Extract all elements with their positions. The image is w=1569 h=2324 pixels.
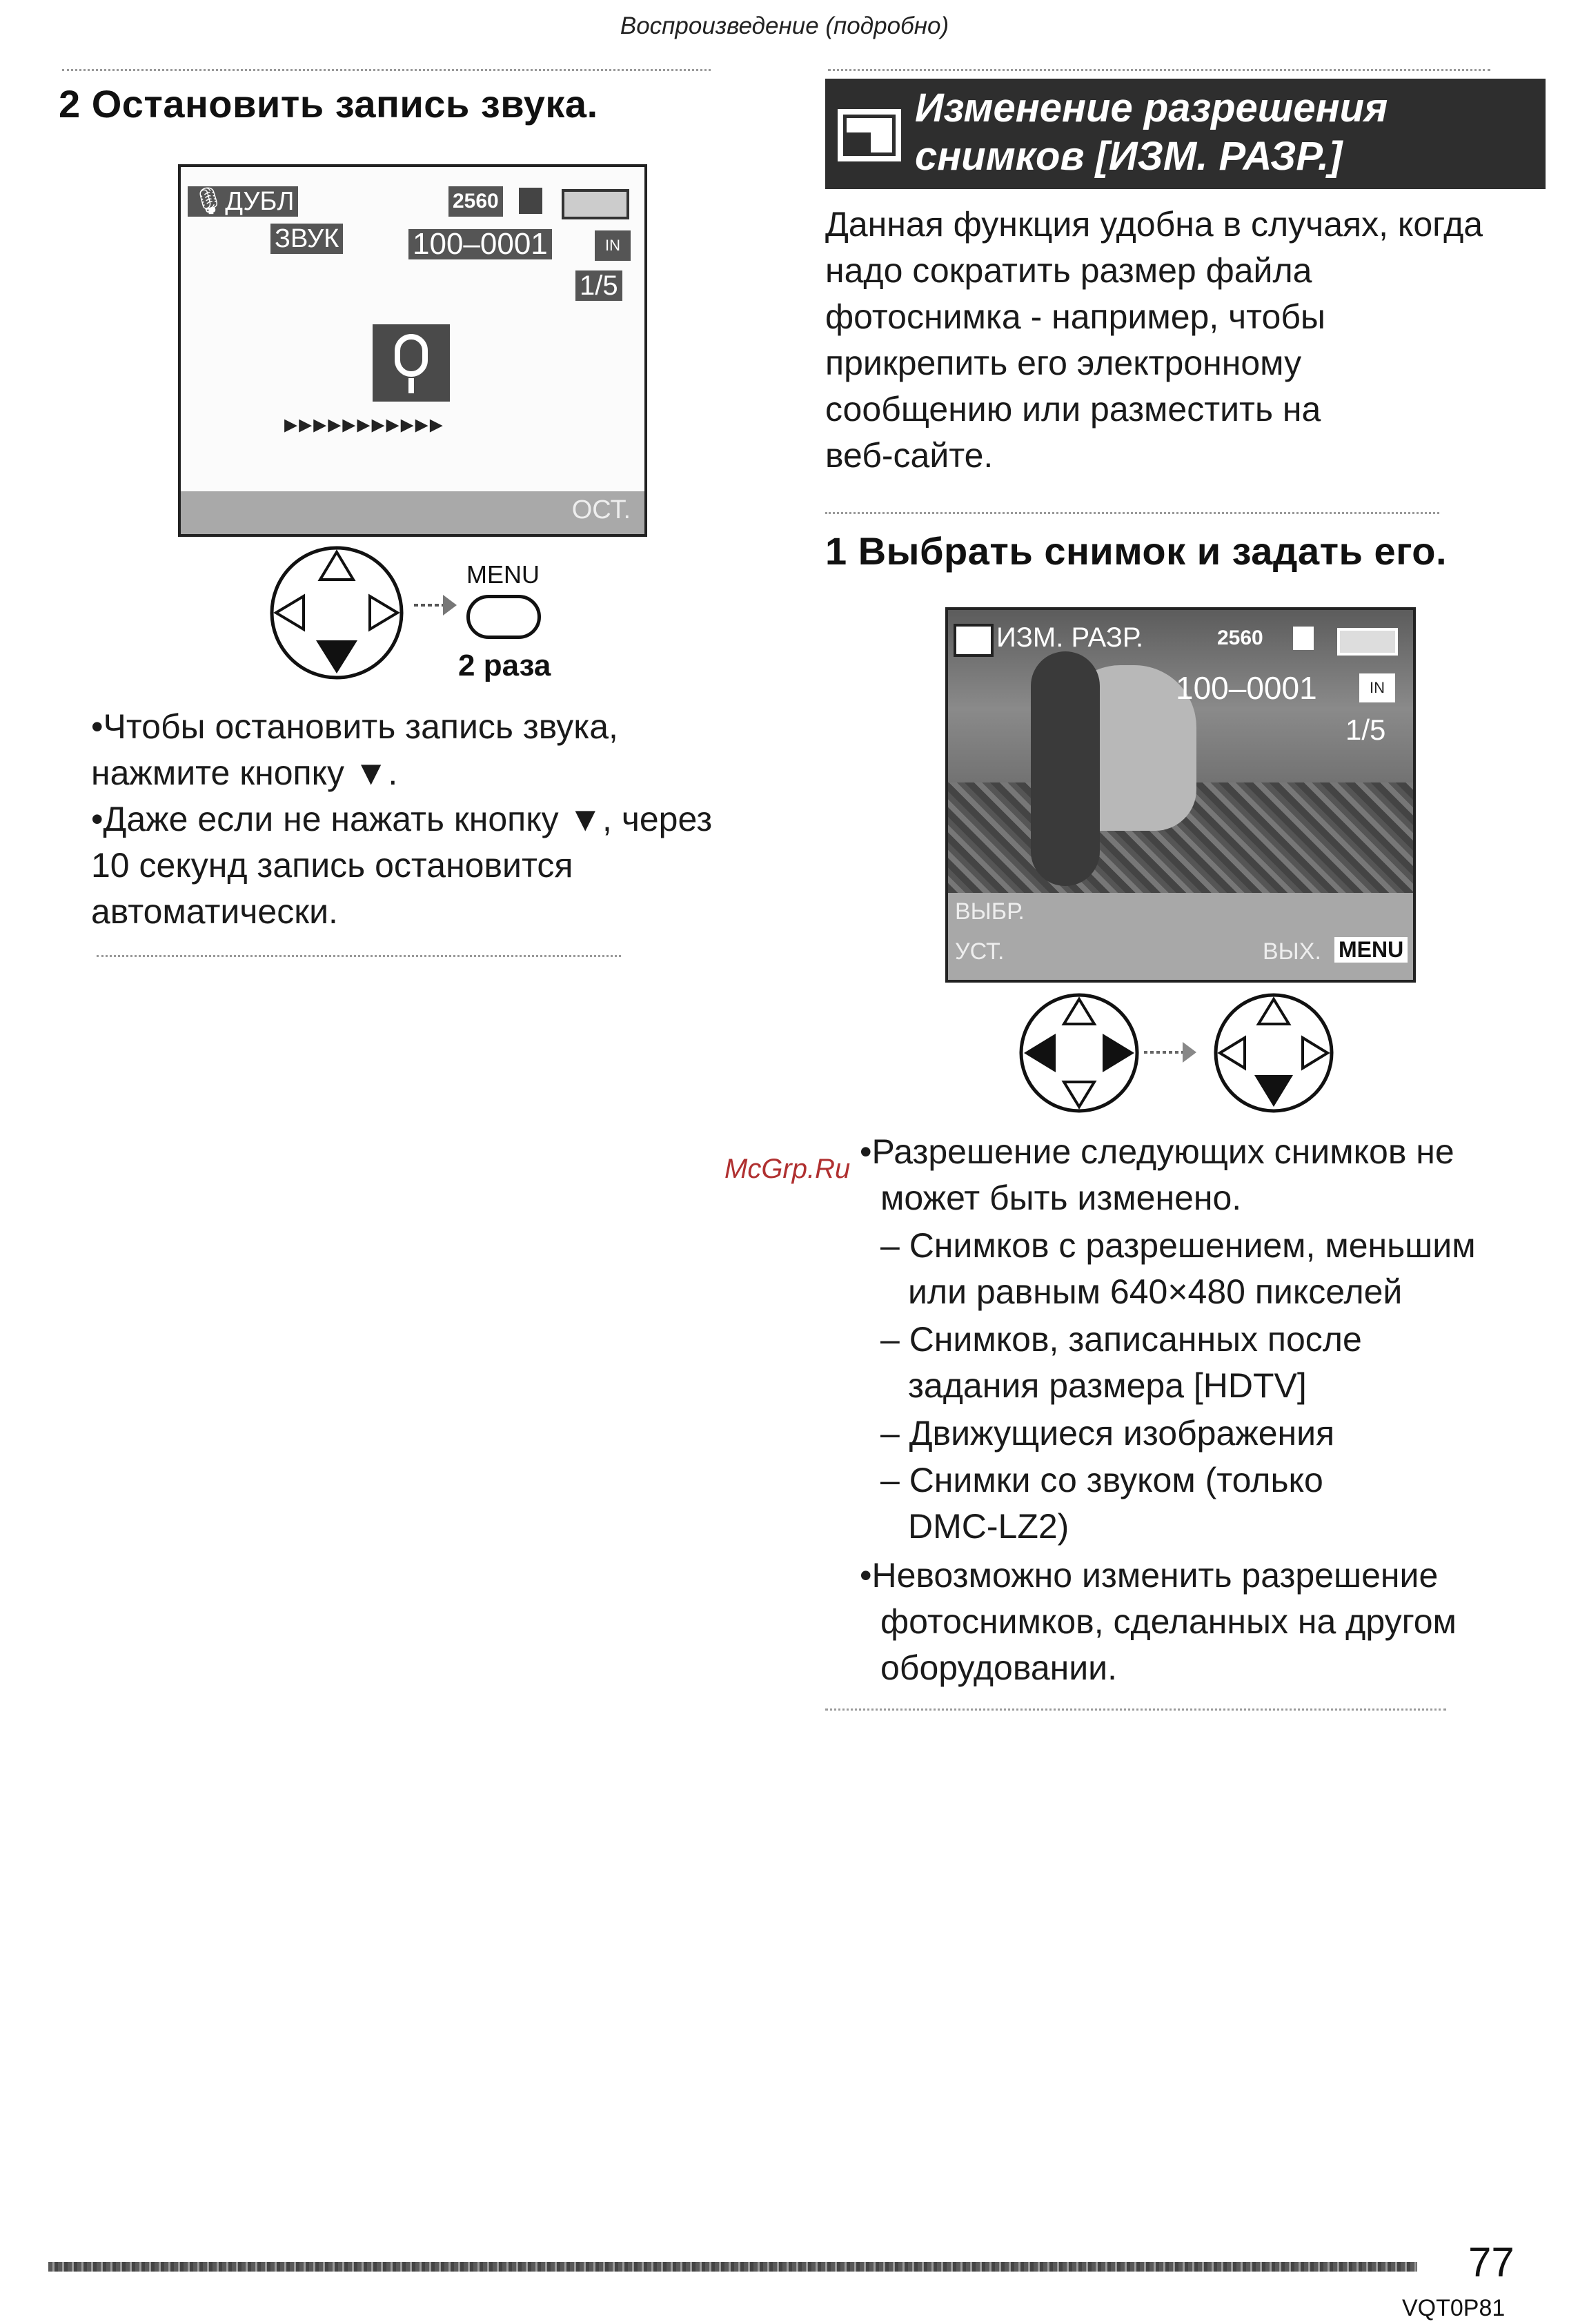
file-number: 100–0001 [1176, 670, 1317, 706]
select-label: ВЫБР. [955, 898, 1025, 925]
divider [97, 955, 621, 957]
menu-caption: MENU [466, 560, 540, 589]
footer-rule [48, 2262, 1417, 2272]
divider [825, 512, 1439, 514]
dpad-down-icon [1212, 991, 1336, 1115]
intro-paragraph: Данная функция удобна в случаях, когда надо сократить размер файла фотоснимка - например, чтобы прикрепить его электронному сообщению или разместить на веб-сайте. [825, 205, 1483, 475]
frame-count: 1/5 [1345, 713, 1386, 746]
lcd-bottom-bar [181, 491, 644, 534]
list-item: – Снимков, записанных после задания размера [HDTV] [880, 1320, 1362, 1405]
bullet-item: •Чтобы остановить запись звука, нажмите кнопку ▼. [91, 707, 618, 792]
camera-screen-resize [945, 607, 1416, 983]
bullet-item: •Разрешение следующих снимков не может быть изменено. [860, 1132, 1454, 1217]
exit-label: ВЫХ. [1263, 938, 1321, 965]
frame-count: 1/5 [575, 270, 622, 301]
lcd-bottom-bar [948, 893, 1413, 980]
quality-icon [519, 188, 542, 214]
watermark: McGrp.Ru [724, 1154, 851, 1184]
list-item: – Снимков с разрешением, меньшим или равным 640×480 пикселей [880, 1226, 1476, 1311]
mic-icon: 🎙 [192, 187, 226, 216]
microphone-icon [373, 324, 450, 402]
press-count: 2 раза [458, 649, 551, 682]
sound-chip: ЗВУК [270, 224, 343, 254]
bullet-item: •Даже если не нажать кнопку ▼, через 10 секунд запись остановится автоматически. [91, 800, 713, 931]
cancel-label: ОСТ. [571, 495, 631, 524]
divider [825, 1708, 1446, 1711]
list-item: – Снимки со звуком (только DMC-LZ2) [880, 1461, 1323, 1546]
menu-button-icon [466, 595, 541, 639]
resize-icon [838, 109, 901, 161]
battery-icon [1337, 628, 1398, 656]
dpad-down-icon [268, 544, 406, 682]
recording-progress: ▸▸▸▸▸▸▸▸▸▸▸ [284, 410, 444, 439]
divider [62, 69, 711, 71]
list-item: – Движущиеся изображения [880, 1414, 1335, 1452]
mic-dub-chip: 🎙ДУБЛ [188, 186, 298, 217]
quality-icon [1293, 627, 1314, 650]
arrow-right-icon [411, 588, 460, 622]
camera-screen-audio [178, 164, 647, 537]
section-banner [825, 79, 1546, 189]
photo-subject-hair [1031, 651, 1100, 886]
section-title-line2: снимков [ИЗМ. РАЗР.] [915, 134, 1343, 179]
step-2-title: 2 Остановить запись звука. [59, 82, 598, 126]
menu-chip: MENU [1334, 937, 1408, 963]
divider [828, 69, 1490, 71]
page-section-title: Воспроизведение (подробно) [620, 12, 949, 39]
section-title-line1: Изменение разрешения [915, 86, 1388, 130]
internal-memory-icon: IN [595, 230, 631, 261]
document-code: VQT0P81 [1402, 2295, 1506, 2321]
resolution-chip: 2560 [448, 186, 503, 217]
arrow-right-icon [1140, 1035, 1202, 1070]
bullet-item: •Невозможно изменить разрешение фотоснимков, сделанных на другом оборудовании. [860, 1556, 1457, 1687]
page-number: 77 [1468, 2239, 1514, 2285]
set-label: УСТ. [955, 938, 1005, 965]
battery-icon [562, 189, 629, 219]
file-number: 100–0001 [408, 229, 552, 259]
mode-label: ИЗМ. РАЗР. [996, 622, 1144, 653]
dpad-left-right-icon [1017, 991, 1141, 1115]
step-1-title: 1 Выбрать снимок и задать его. [825, 529, 1448, 573]
resize-mode-icon [954, 624, 994, 657]
resolution-value: 2560 [1217, 627, 1263, 649]
internal-memory-icon: IN [1359, 673, 1395, 702]
